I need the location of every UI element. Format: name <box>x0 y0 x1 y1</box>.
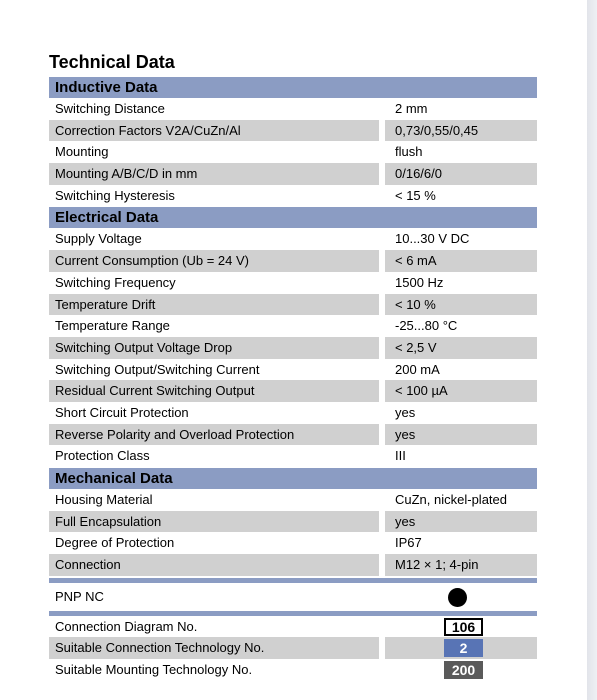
row-label: Mounting A/B/C/D in mm <box>49 163 379 185</box>
row-value: < 6 mA <box>385 250 537 272</box>
row-label: Housing Material <box>55 492 153 507</box>
row-label: Temperature Range <box>55 318 170 334</box>
connection-technology-row <box>49 637 537 659</box>
row-label: Connection <box>49 554 379 576</box>
section-header-mechanical: Mechanical Data <box>49 468 537 489</box>
table-row <box>49 141 537 163</box>
row-value: yes <box>385 424 537 446</box>
table-row <box>49 532 537 554</box>
connection-diagram-number: 106 <box>444 618 483 636</box>
row-label: Mounting <box>55 144 109 160</box>
row-label: Reverse Polarity and Overload Protection <box>49 424 379 446</box>
row-value: flush <box>395 144 423 160</box>
table-row <box>49 163 537 185</box>
row-value: 0,73/0,55/0,45 <box>385 120 537 142</box>
filled-circle-icon <box>448 588 467 607</box>
table-row <box>49 120 537 142</box>
mounting-technology-number: 200 <box>444 661 483 679</box>
divider-bar <box>49 578 537 583</box>
table-row <box>49 228 537 250</box>
section-header-electrical: Electrical Data <box>49 207 537 228</box>
table-row <box>49 185 537 207</box>
row-value: 10...30 V DC <box>395 231 470 247</box>
row-label: Switching Output/Switching Current <box>55 361 260 377</box>
row-value: < 2,5 V <box>385 337 537 359</box>
row-label: Current Consumption (Ub = 24 V) <box>49 250 379 272</box>
connection-technology-number: 2 <box>444 639 483 657</box>
table-row <box>49 424 537 446</box>
row-value: M12 × 1; 4-pin <box>385 554 537 576</box>
section-header-inductive: Inductive Data <box>49 77 537 98</box>
row-label: Degree of Protection <box>55 535 175 551</box>
row-label: Suitable Connection Technology No. <box>49 637 379 659</box>
row-label: Switching Frequency <box>55 274 176 290</box>
connection-diagram-row <box>49 616 537 638</box>
row-label: Correction Factors V2A/CuZn/Al <box>49 120 379 142</box>
row-value: yes <box>385 511 537 533</box>
page-edge <box>587 0 597 700</box>
row-value: < 10 % <box>385 294 537 316</box>
row-value: 2 mm <box>395 101 428 116</box>
table-row <box>49 359 537 381</box>
row-value: IP67 <box>395 535 422 551</box>
row-value: < 15 % <box>395 187 436 203</box>
row-label: Short Circuit Protection <box>55 404 189 420</box>
row-value: -25...80 °C <box>395 318 458 334</box>
row-label: Connection Diagram No. <box>55 618 198 634</box>
row-label: Switching Hysteresis <box>55 187 175 203</box>
row-label: Switching Output Voltage Drop <box>49 337 379 359</box>
table-row <box>49 294 537 316</box>
mounting-technology-row <box>49 659 537 681</box>
row-value: 1500 Hz <box>395 274 444 290</box>
table-row <box>49 250 537 272</box>
table-row <box>49 337 537 359</box>
row-label: Switching Distance <box>55 101 165 116</box>
row-label: Temperature Drift <box>49 294 379 316</box>
output-type-label: PNP NC <box>55 588 104 604</box>
row-label: Protection Class <box>55 448 150 464</box>
technical-data-sheet <box>49 52 537 681</box>
row-label: Full Encapsulation <box>49 511 379 533</box>
table-row <box>49 402 537 424</box>
row-label: Supply Voltage <box>55 231 142 247</box>
table-row <box>49 98 537 120</box>
row-label: Residual Current Switching Output <box>49 380 379 402</box>
row-value: 0/16/6/0 <box>385 163 537 185</box>
output-type-row <box>49 585 537 609</box>
row-value: < 100 µA <box>385 380 537 402</box>
table-row <box>49 445 537 467</box>
table-row <box>49 315 537 337</box>
page-title: Technical Data <box>49 52 175 72</box>
row-value: 200 mA <box>395 361 440 377</box>
row-value: III <box>395 448 406 464</box>
table-row <box>49 272 537 294</box>
table-row <box>49 380 537 402</box>
table-row <box>49 554 537 576</box>
row-label: Suitable Mounting Technology No. <box>55 662 253 678</box>
row-value: CuZn, nickel-plated <box>395 492 507 507</box>
table-row <box>49 489 537 511</box>
row-value: yes <box>395 404 416 420</box>
table-row <box>49 511 537 533</box>
